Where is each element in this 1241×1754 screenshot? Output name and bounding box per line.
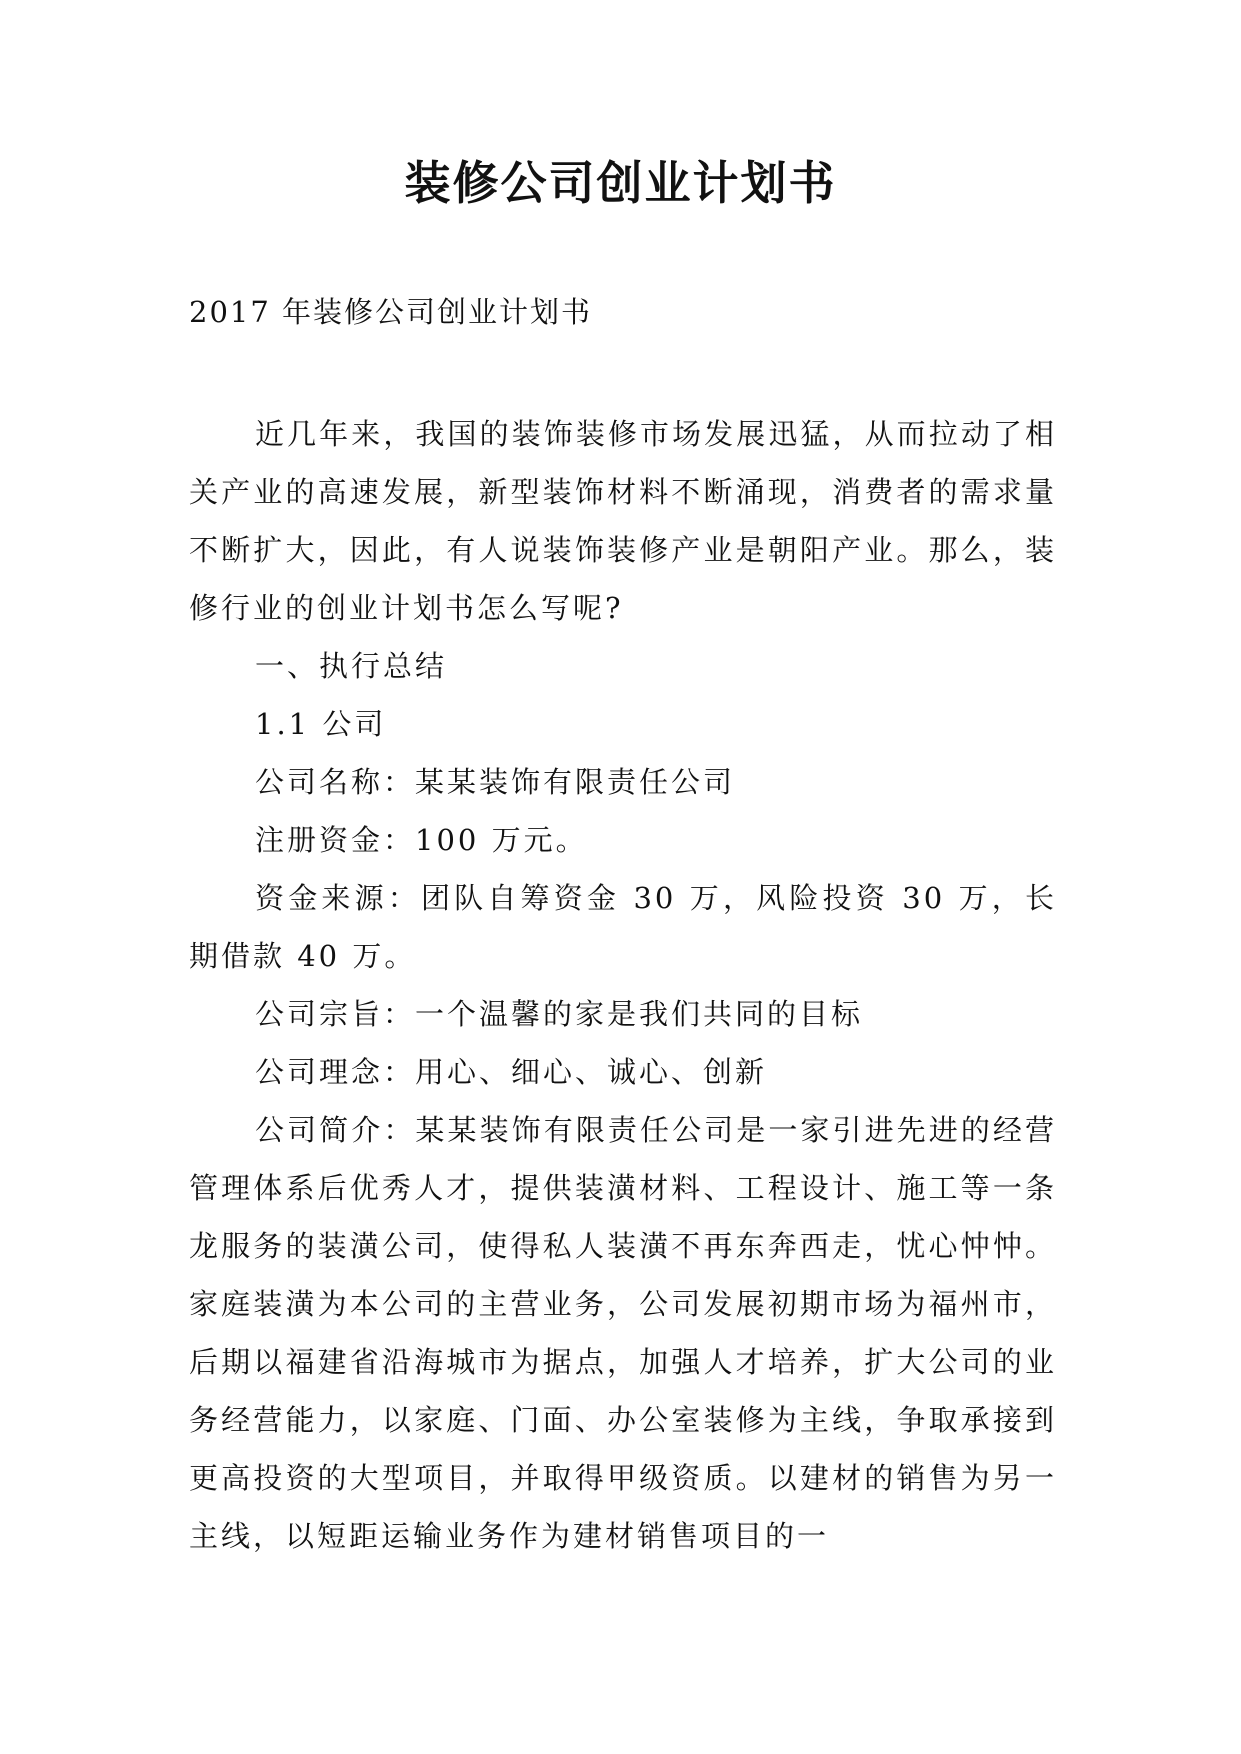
paragraph-company-mission: 公司宗旨：一个温馨的家是我们共同的目标	[255, 997, 864, 1031]
paragraph-funding-source: 资金来源：团队自筹资金 30 万，风险投资 30 万，长期借款 40 万。	[189, 881, 1057, 973]
document-subtitle: 2017 年装修公司创业计划书	[189, 295, 593, 329]
document-title: 装修公司创业计划书	[404, 156, 837, 210]
paragraph-registered-capital: 注册资金：100 万元。	[255, 823, 588, 857]
section-heading-executive-summary: 一、执行总结	[255, 649, 448, 683]
subsection-heading-company: 1.1 公司	[255, 707, 387, 741]
paragraph-company-name: 公司名称：某某装饰有限责任公司	[255, 765, 736, 799]
paragraph-company-philosophy: 公司理念：用心、细心、诚心、创新	[255, 1055, 768, 1089]
document-body	[189, 405, 1057, 1565]
paragraph-intro: 近几年来，我国的装饰装修市场发展迅猛，从而拉动了相关产业的高速发展，新型装饰材料不断涌现，消费者的需求量不断扩大，因此，有人说装饰装修产业是朝阳产业。那么，装修行业的创业计划书怎么写呢?	[189, 417, 1057, 625]
paragraph-company-profile: 公司简介：某某装饰有限责任公司是一家引进先进的经营管理体系后优秀人才，提供装潢材料、工程设计、施工等一条龙服务的装潢公司，使得私人装潢不再东奔西走，忧心忡忡。家庭装潢为本公司的主营业务，公司发展初期市场为福州市，后期以福建省沿海城市为据点，加强人才培养，扩大公司的业务经营能力，以家庭、门面、办公室装修为主线，争取承接到更高投资的大型项目，并取得甲级资质。以建材的销售为另一主线，以短距运输业务作为建材销售项目的一	[189, 1113, 1057, 1553]
